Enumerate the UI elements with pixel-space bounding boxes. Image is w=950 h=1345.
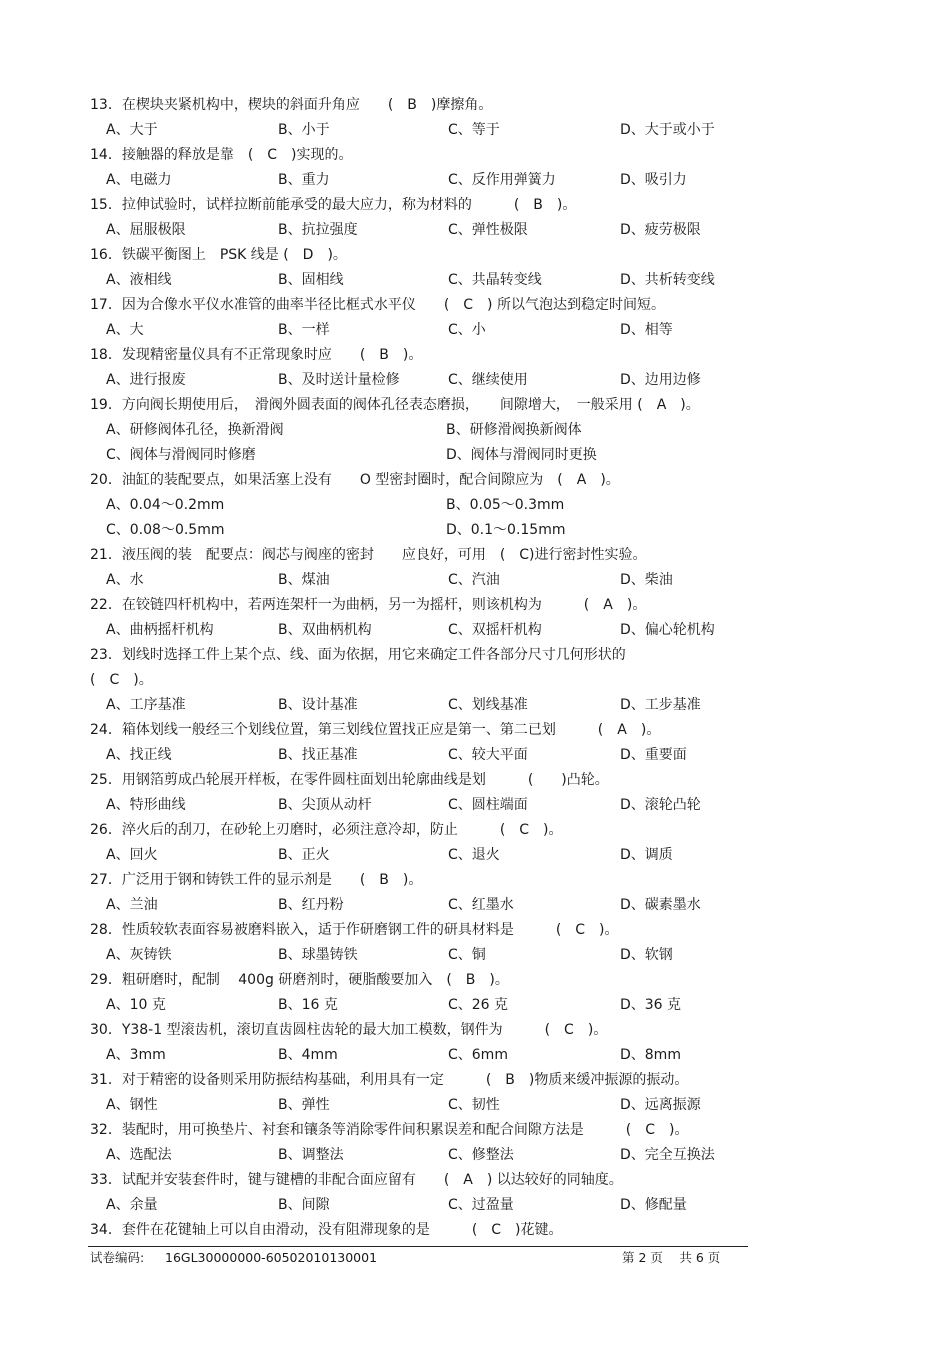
question-text-continued: ( C )。 (90, 672, 153, 688)
question-stem (0, 918, 950, 943)
option-d: D、软钢 (620, 947, 673, 963)
option-a: A、10 克 (106, 997, 166, 1013)
question-text: 33．试配并安装套件时，键与键槽的非配合面应留有 ( A ) 以达较好的同轴度。 (90, 1172, 623, 1188)
option-b: B、煤油 (278, 572, 330, 588)
option-c: C、韧性 (448, 1097, 500, 1113)
option-row (0, 843, 950, 868)
option-row (0, 118, 950, 143)
option-c: C、较大平面 (448, 747, 528, 763)
option-d: D、8mm (620, 1047, 681, 1063)
option-a: A、曲柄摇杆机构 (106, 622, 214, 638)
option-a: A、进行报废 (106, 372, 186, 388)
option-d: D、完全互换法 (620, 1147, 715, 1163)
question-text: 28．性质较软表面容易被磨料嵌入，适于作研磨钢工件的研具材料是 ( C )。 (90, 922, 619, 938)
question-text: 15．拉伸试验时，试样拉断前能承受的最大应力，称为材料的 ( B )。 (90, 197, 577, 213)
option-row (0, 518, 950, 543)
option-row (0, 1193, 950, 1218)
option-d: D、碳素墨水 (620, 897, 701, 913)
option-d: D、相等 (620, 322, 673, 338)
option-row (0, 993, 950, 1018)
question-stem (0, 1168, 950, 1193)
option-a: A、回火 (106, 847, 158, 863)
option-c: C、等于 (448, 122, 500, 138)
question-stem (0, 393, 950, 418)
option-c: C、铜 (448, 947, 486, 963)
footer-rule (88, 1246, 748, 1247)
question-stem-continued (0, 668, 950, 693)
question-stem (0, 593, 950, 618)
option-d: D、远离振源 (620, 1097, 701, 1113)
question-text: 29．粗研磨时，配制 400g 研磨剂时，硬脂酸要加入 ( B )。 (90, 972, 509, 988)
option-row (0, 793, 950, 818)
option-b: B、间隙 (278, 1197, 330, 1213)
option-b: B、正火 (278, 847, 330, 863)
option-a: A、余量 (106, 1197, 158, 1213)
question-text: 17．因为合像水平仪水准管的曲率半径比框式水平仪 ( C ) 所以气泡达到稳定时间短。 (90, 297, 665, 313)
option-a: A、电磁力 (106, 172, 172, 188)
question-stem (0, 468, 950, 493)
question-stem (0, 1018, 950, 1043)
question-stem (0, 768, 950, 793)
question-text: 19．方向阀长期使用后， 滑阀外圆表面的阀体孔径表态磨损， 间隙增大， 一般采用 ( A )。 (90, 397, 700, 413)
question-text: 30．Y38-1 型滚齿机，滚切直齿圆柱齿轮的最大加工模数，钢件为 ( C )。 (90, 1022, 608, 1038)
option-a: A、工序基准 (106, 697, 186, 713)
option-a: A、研修阀体孔径，换新滑阀 (106, 422, 284, 438)
option-c: C、双摇杆机构 (448, 622, 542, 638)
question-text: 26．淬火后的刮刀，在砂轮上刃磨时，必须注意冷却，防止 ( C )。 (90, 822, 563, 838)
option-b: B、研修滑阀换新阀体 (446, 422, 582, 438)
exam-code-label: 试卷编码: (90, 1250, 145, 1265)
question-text: 22．在铰链四杆机构中，若两连架杆一为曲柄，另一为摇杆，则该机构为 ( A )。 (90, 597, 647, 613)
option-row (0, 368, 950, 393)
option-row (0, 568, 950, 593)
option-d: D、疲劳极限 (620, 222, 701, 238)
option-c: C、共晶转变线 (448, 272, 542, 288)
option-row (0, 943, 950, 968)
question-text: 24．箱体划线一般经三个划线位置，第三划线位置找正应是第一、第二已划 ( A )。 (90, 722, 661, 738)
option-d: D、大于或小于 (620, 122, 715, 138)
option-row (0, 1043, 950, 1068)
option-b: B、尖顶从动杆 (278, 797, 372, 813)
question-text: 32．装配时，用可换垫片、衬套和镶条等消除零件间积累误差和配合间隙方法是 ( C )。 (90, 1122, 689, 1138)
question-text: 14．接触器的释放是靠 ( C )实现的。 (90, 147, 353, 163)
option-a: A、灰铸铁 (106, 947, 172, 963)
option-row (0, 493, 950, 518)
option-a: A、兰油 (106, 897, 158, 913)
question-text: 21．液压阀的装 配要点：阀芯与阀座的密封 应良好，可用 ( C)进行密封性实验。 (90, 547, 647, 563)
question-stem (0, 968, 950, 993)
option-row (0, 418, 950, 443)
question-text: 27．广泛用于钢和铸铁工件的显示剂是 ( B )。 (90, 872, 423, 888)
option-row (0, 743, 950, 768)
option-b: B、4mm (278, 1047, 338, 1063)
question-stem (0, 643, 950, 668)
question-stem (0, 343, 950, 368)
page-number: 第 2 页 共 6 页 (622, 1250, 721, 1265)
option-c: C、红墨水 (448, 897, 514, 913)
option-b: B、找正基准 (278, 747, 358, 763)
option-a: A、大于 (106, 122, 158, 138)
option-d: D、调质 (620, 847, 673, 863)
option-d: D、滚轮凸轮 (620, 797, 701, 813)
option-c: C、小 (448, 322, 486, 338)
option-a: A、选配法 (106, 1147, 172, 1163)
option-d: D、阀体与滑阀同时更换 (446, 447, 597, 463)
option-a: A、找正线 (106, 747, 172, 763)
option-b: B、抗拉强度 (278, 222, 358, 238)
option-b: B、0.05～0.3mm (446, 497, 565, 513)
option-b: B、弹性 (278, 1097, 330, 1113)
option-c: C、过盈量 (448, 1197, 514, 1213)
option-c: C、26 克 (448, 997, 509, 1013)
option-b: B、固相线 (278, 272, 344, 288)
question-text: 34．套件在花键轴上可以自由滑动，没有阻滞现象的是 ( C )花键。 (90, 1222, 563, 1238)
option-d: D、共析转变线 (620, 272, 715, 288)
option-b: B、及时送计量检修 (278, 372, 400, 388)
question-text: 23．划线时选择工件上某个点、线、面为依据，用它来确定工件各部分尺寸几何形状的 (90, 647, 626, 663)
option-row (0, 618, 950, 643)
option-c: C、继续使用 (448, 372, 528, 388)
option-d: D、工步基准 (620, 697, 701, 713)
option-row (0, 1093, 950, 1118)
option-c: C、弹性极限 (448, 222, 528, 238)
question-stem (0, 143, 950, 168)
option-a: A、0.04～0.2mm (106, 497, 225, 513)
option-c: C、划线基准 (448, 697, 528, 713)
option-d: D、柴油 (620, 572, 673, 588)
option-row (0, 443, 950, 468)
question-stem (0, 1068, 950, 1093)
option-b: B、16 克 (278, 997, 338, 1013)
question-text: 16．铁碳平衡图上 PSK 线是 ( D )。 (90, 247, 347, 263)
question-stem (0, 93, 950, 118)
option-c: C、0.08～0.5mm (106, 522, 225, 538)
option-c: C、反作用弹簧力 (448, 172, 556, 188)
option-a: A、大 (106, 322, 144, 338)
option-row (0, 1143, 950, 1168)
option-row (0, 893, 950, 918)
option-row (0, 168, 950, 193)
option-row (0, 318, 950, 343)
option-c: C、6mm (448, 1047, 508, 1063)
option-b: B、设计基准 (278, 697, 358, 713)
option-b: B、球墨铸铁 (278, 947, 358, 963)
option-c: C、退火 (448, 847, 500, 863)
question-stem (0, 1118, 950, 1143)
option-b: B、红丹粉 (278, 897, 344, 913)
option-c: C、圆柱端面 (448, 797, 528, 813)
question-stem (0, 718, 950, 743)
question-stem (0, 543, 950, 568)
option-c: C、汽油 (448, 572, 500, 588)
option-c: C、阀体与滑阀同时修磨 (106, 447, 256, 463)
question-stem (0, 243, 950, 268)
option-d: D、0.1～0.15mm (446, 522, 566, 538)
option-a: A、屈服极限 (106, 222, 186, 238)
question-text: 20．油缸的装配要点，如果活塞上没有 O 型密封圈时，配合间隙应为 ( A )。 (90, 472, 620, 488)
exam-code-value: 16GL30000000-60502010130001 (165, 1250, 378, 1265)
question-text: 25．用钢箔剪成凸轮展开样板，在零件圆柱面划出轮廓曲线是划 ( )凸轮。 (90, 772, 609, 788)
question-text: 18．发现精密量仪具有不正常现象时应 ( B )。 (90, 347, 423, 363)
option-d: D、边用边修 (620, 372, 701, 388)
question-stem (0, 868, 950, 893)
option-row (0, 268, 950, 293)
question-text: 13．在楔块夹紧机构中，楔块的斜面升角应 ( B )摩擦角。 (90, 97, 493, 113)
option-a: A、钢性 (106, 1097, 158, 1113)
option-b: B、调整法 (278, 1147, 344, 1163)
option-d: D、吸引力 (620, 172, 687, 188)
option-b: B、双曲柄机构 (278, 622, 372, 638)
option-a: A、水 (106, 572, 144, 588)
option-row (0, 693, 950, 718)
question-stem (0, 818, 950, 843)
option-row (0, 218, 950, 243)
option-d: D、重要面 (620, 747, 687, 763)
option-d: D、修配量 (620, 1197, 687, 1213)
option-a: A、3mm (106, 1047, 166, 1063)
option-b: B、小于 (278, 122, 330, 138)
question-stem (0, 193, 950, 218)
question-stem (0, 293, 950, 318)
question-text: 31．对于精密的设备则采用防振结构基础，利用具有一定 ( B )物质来缓冲振源的振动。 (90, 1072, 689, 1088)
option-b: B、一样 (278, 322, 330, 338)
page-footer (0, 1238, 950, 1268)
option-b: B、重力 (278, 172, 330, 188)
option-d: D、偏心轮机构 (620, 622, 715, 638)
option-d: D、36 克 (620, 997, 682, 1013)
option-a: A、特形曲线 (106, 797, 186, 813)
option-c: C、修整法 (448, 1147, 514, 1163)
option-a: A、液相线 (106, 272, 172, 288)
